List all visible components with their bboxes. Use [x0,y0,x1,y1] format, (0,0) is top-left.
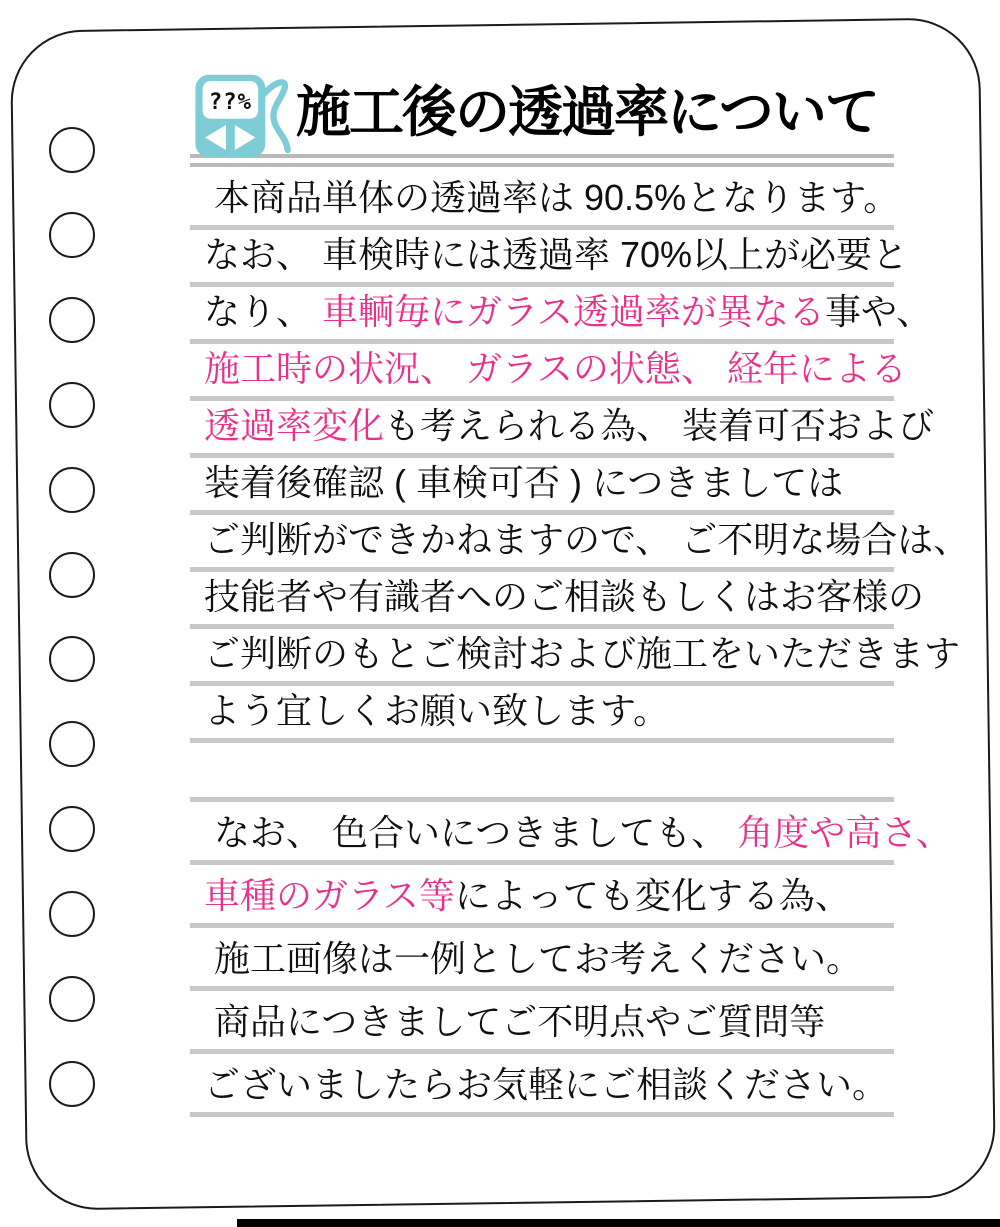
text-segment: なり、 [204,291,323,332]
text-segment: によっても変化する為、 [454,875,851,916]
text-line [190,168,900,230]
binder-hole [49,552,95,598]
text-line-content [190,576,925,629]
text-line-content [190,177,900,230]
text-line [190,287,933,344]
text-line [190,572,925,629]
binder-hole [49,127,95,173]
text-line-content [190,875,851,928]
binder-hole [49,891,95,937]
text-line [190,458,894,515]
text-segment: 本商品単体の透過率は 90.5%となります。 [204,177,900,218]
text-segment: なお、 車検時には透過率 70%以上が必要と [204,234,909,275]
empty-ruled-line [190,743,894,802]
text-line-content [190,690,670,743]
text-line-content [190,1064,889,1117]
text-segment: 装着後確認 ( 車検可否 ) につきましては [204,462,844,503]
text-line [190,230,909,287]
text-line-content [190,1001,826,1054]
text-line-content [190,405,935,458]
notice-header [190,64,894,156]
text-segment: ご判断ができかねますので、 ご不明な場合は、 [204,519,970,560]
text-segment: 車種のガラス等 [204,875,455,916]
text-line-content [190,291,933,344]
meter-screen-label: ??% [208,88,252,115]
text-line [190,991,894,1054]
text-segment: 車輌毎にガラス透過率が異なる [322,291,825,332]
binder-hole [49,721,95,767]
text-line [190,802,952,865]
binder-hole [49,976,95,1022]
text-line [190,686,894,743]
text-line [190,865,894,928]
transmittance-meter-icon [190,68,294,164]
text-segment: 事や、 [824,291,933,332]
text-segment: 施工画像は一例としてお考えください。 [204,938,863,979]
binder-hole [49,1061,95,1107]
text-line [190,515,970,572]
notice-content [190,64,970,1117]
binder-hole [49,467,95,513]
text-segment: も考えられる為、 装着可否および [384,405,935,446]
text-line-content [190,812,952,865]
text-line [190,928,894,991]
page-title: 施工後の透過率について [296,81,878,143]
text-line-content [190,234,909,287]
text-segment: 商品につきましてご不明点やご質問等 [204,1001,826,1042]
text-segment: よう宜しくお願い致します。 [204,690,670,731]
binder-hole [49,382,95,428]
text-line-content [190,462,844,515]
bottom-crop-bar [237,1219,1000,1227]
text-line [190,401,935,458]
text-line [190,1054,894,1117]
text-line [190,344,907,401]
text-segment: なお、 色合いにつきましても、 [204,812,738,853]
text-line [190,629,961,686]
text-segment: 透過率変化 [204,405,385,446]
text-segment: 角度や高さ、 [737,812,952,853]
ruled-text-lines [190,168,970,1117]
text-line-content [190,633,961,686]
text-segment: 施工時の状況、 ガラスの状態、 経年による [204,348,907,389]
text-line-content [190,938,863,991]
text-segment: 技能者や有識者へのご相談もしくはお客様の [204,576,925,617]
text-segment: ご判断のもとご検討および施工をいただきます [204,633,961,674]
text-segment: ございましたらお気軽にご相談ください。 [204,1064,889,1105]
meter-cord [264,82,288,150]
text-line-content [190,519,970,572]
binder-hole [49,806,95,852]
binder-hole [49,297,95,343]
binder-hole [49,212,95,258]
text-line-content [190,348,907,401]
